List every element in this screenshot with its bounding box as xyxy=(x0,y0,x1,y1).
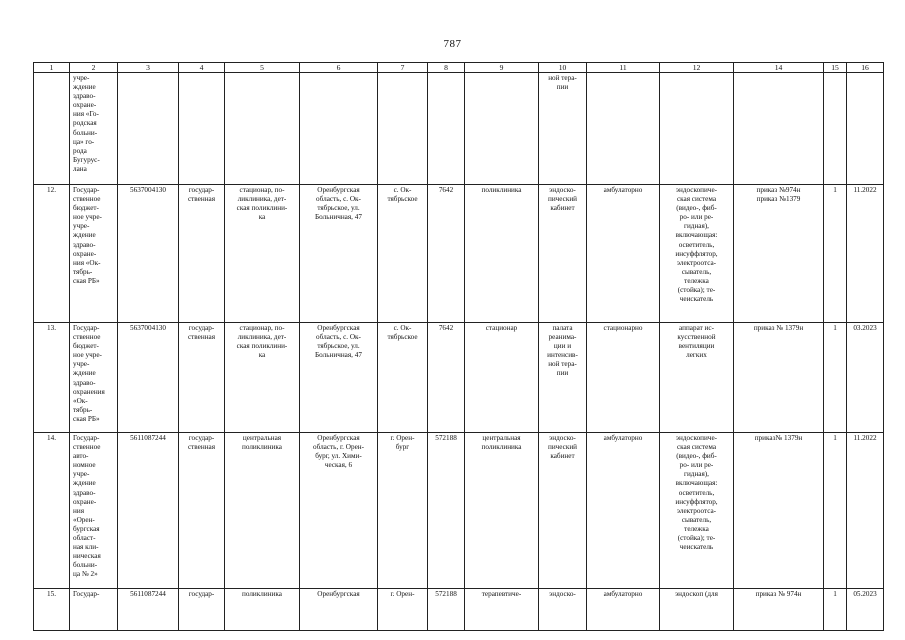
table-cell-col-8: 7642 xyxy=(428,185,465,323)
table-cell-col-11 xyxy=(587,73,660,185)
column-number-5: 5 xyxy=(225,63,300,73)
table-cell-col-16: 11.2022 xyxy=(847,185,884,323)
table-cell-col-11: стационарно xyxy=(587,323,660,433)
table-cell-col-1: 15. xyxy=(34,589,70,631)
table-cell-col-1: 14. xyxy=(34,433,70,589)
table-cell-col-12: эндоскопиче- ская система (видео-, фиб- ро- или ре- гидная), включающая: осветитель, инсуффлятор, электроотса- сыватель, тележка (стойка); те- чеискатель xyxy=(660,433,734,589)
table-row xyxy=(34,73,884,185)
table-cell-col-6: Оренбургская xyxy=(300,589,378,631)
table-cell-col-16: 03.2023 xyxy=(847,323,884,433)
table-cell-col-2: Государ- xyxy=(70,589,118,631)
table-cell-col-15: 1 xyxy=(824,589,847,631)
table-cell-col-11: амбулаторно xyxy=(587,433,660,589)
table-cell-col-14: приказ № 974н xyxy=(734,589,824,631)
table-cell-col-14: приказ№ 1379н xyxy=(734,433,824,589)
column-number-12: 12 xyxy=(660,63,734,73)
table-cell-col-6: Оренбургская область, с. Ок- тябрьское, ул. Больничная, 47 xyxy=(300,323,378,433)
table-cell-col-12: аппарат ис- кусственной вентиляции легких xyxy=(660,323,734,433)
table-cell-col-14 xyxy=(734,73,824,185)
table-cell-col-12: эндоскопиче- ская система (видео-, фиб- ро- или ре- гидная), включающая: осветитель, инсуффлятор, электроотса- сыватель, тележка (стойка); те- чеискатель xyxy=(660,185,734,323)
table-cell-col-16: 11.2022 xyxy=(847,433,884,589)
table-cell-col-16 xyxy=(847,73,884,185)
table-cell-col-4: государ- xyxy=(179,589,225,631)
table-cell-col-2: Государ- ственное авто- номное учре- ждение здраво- охране- ния «Орен- бургская област- ная кли- ническая больни- ца № 2» xyxy=(70,433,118,589)
table-cell-col-12 xyxy=(660,73,734,185)
table-cell-col-4: государ- ственная xyxy=(179,185,225,323)
column-number-15: 15 xyxy=(824,63,847,73)
table-cell-col-6: Оренбургская область, г. Орен- бург, ул. Хими- ческая, 6 xyxy=(300,433,378,589)
registry-table xyxy=(33,62,884,631)
table-cell-col-5: центральная поликлиника xyxy=(225,433,300,589)
column-number-11: 11 xyxy=(587,63,660,73)
table-row xyxy=(34,589,884,631)
column-number-7: 7 xyxy=(378,63,428,73)
registry-table-container xyxy=(33,62,877,598)
table-cell-col-3: 5611087244 xyxy=(118,433,179,589)
column-number-14: 14 xyxy=(734,63,824,73)
table-row xyxy=(34,323,884,433)
table-cell-col-1: 13. xyxy=(34,323,70,433)
table-cell-col-5: стационар, по- ликлиника, дет- ская поликлини- ка xyxy=(225,185,300,323)
table-cell-col-2: Государ- ственное бюджет- ное учре- учре- ждение здраво- охранения «Ок- тябрь- ская РБ» xyxy=(70,323,118,433)
table-cell-col-9: стационар xyxy=(465,323,539,433)
column-number-2: 2 xyxy=(70,63,118,73)
table-cell-col-7: с. Ок- тябрьское xyxy=(378,185,428,323)
table-cell-col-10: эндоско- xyxy=(539,589,587,631)
table-cell-col-6 xyxy=(300,73,378,185)
table-cell-col-7 xyxy=(378,73,428,185)
column-number-row xyxy=(34,63,884,73)
table-cell-col-11: амбулаторно xyxy=(587,589,660,631)
table-cell-col-11: амбулаторно xyxy=(587,185,660,323)
table-cell-col-10: эндоско- пический кабинет xyxy=(539,185,587,323)
table-cell-col-10: ной тера- пии xyxy=(539,73,587,185)
table-cell-col-10: палата реанима- ции и интенсив- ной тера- пии xyxy=(539,323,587,433)
table-cell-col-5: поликлиника xyxy=(225,589,300,631)
table-cell-col-3: 5611087244 xyxy=(118,589,179,631)
table-cell-col-8 xyxy=(428,73,465,185)
table-cell-col-14: приказ № 1379н xyxy=(734,323,824,433)
table-cell-col-15: 1 xyxy=(824,433,847,589)
table-cell-col-2: учре- ждение здраво- охране- ния «Го- родская больни- ца» го- рода Бугурус- лана xyxy=(70,73,118,185)
table-cell-col-5 xyxy=(225,73,300,185)
table-cell-col-16: 05.2023 xyxy=(847,589,884,631)
table-cell-col-5: стационар, по- ликлиника, дет- ская поликлини- ка xyxy=(225,323,300,433)
table-cell-col-1: 12. xyxy=(34,185,70,323)
table-cell-col-7: г. Орен- xyxy=(378,589,428,631)
table-cell-col-12: эндоскоп (для xyxy=(660,589,734,631)
table-cell-col-10: эндоско- пический кабинет xyxy=(539,433,587,589)
table-cell-col-1 xyxy=(34,73,70,185)
table-cell-col-3: 5637004130 xyxy=(118,323,179,433)
table-cell-col-2: Государ- ственное бюджет- ное учре- учре- ждение здраво- охране- ния «Ок- тябрь- ская РБ» xyxy=(70,185,118,323)
column-number-16: 16 xyxy=(847,63,884,73)
table-cell-col-15 xyxy=(824,73,847,185)
column-number-8: 8 xyxy=(428,63,465,73)
page-number: 787 xyxy=(443,38,462,50)
table-cell-col-4: государ- ственная xyxy=(179,323,225,433)
column-number-10: 10 xyxy=(539,63,587,73)
table-cell-col-9 xyxy=(465,73,539,185)
table-cell-col-9: поликлиника xyxy=(465,185,539,323)
table-cell-col-8: 572188 xyxy=(428,433,465,589)
table-cell-col-14: приказ №974н приказ №1379 xyxy=(734,185,824,323)
table-cell-col-4: государ- ственная xyxy=(179,433,225,589)
table-row xyxy=(34,433,884,589)
table-cell-col-3: 5637004130 xyxy=(118,185,179,323)
table-cell-col-8: 7642 xyxy=(428,323,465,433)
column-number-3: 3 xyxy=(118,63,179,73)
column-number-6: 6 xyxy=(300,63,378,73)
table-cell-col-4 xyxy=(179,73,225,185)
column-number-1: 1 xyxy=(34,63,70,73)
table-cell-col-3 xyxy=(118,73,179,185)
table-cell-col-15: 1 xyxy=(824,185,847,323)
table-cell-col-9: центральная поликлиника xyxy=(465,433,539,589)
table-cell-col-7: с. Ок- тябрьское xyxy=(378,323,428,433)
column-number-9: 9 xyxy=(465,63,539,73)
table-cell-col-9: терапевтиче- xyxy=(465,589,539,631)
column-number-4: 4 xyxy=(179,63,225,73)
table-cell-col-15: 1 xyxy=(824,323,847,433)
table-row xyxy=(34,185,884,323)
table-cell-col-7: г. Орен- бург xyxy=(378,433,428,589)
table-cell-col-6: Оренбургская область, с. Ок- тябрьское, ул. Больничная, 47 xyxy=(300,185,378,323)
table-cell-col-8: 572188 xyxy=(428,589,465,631)
